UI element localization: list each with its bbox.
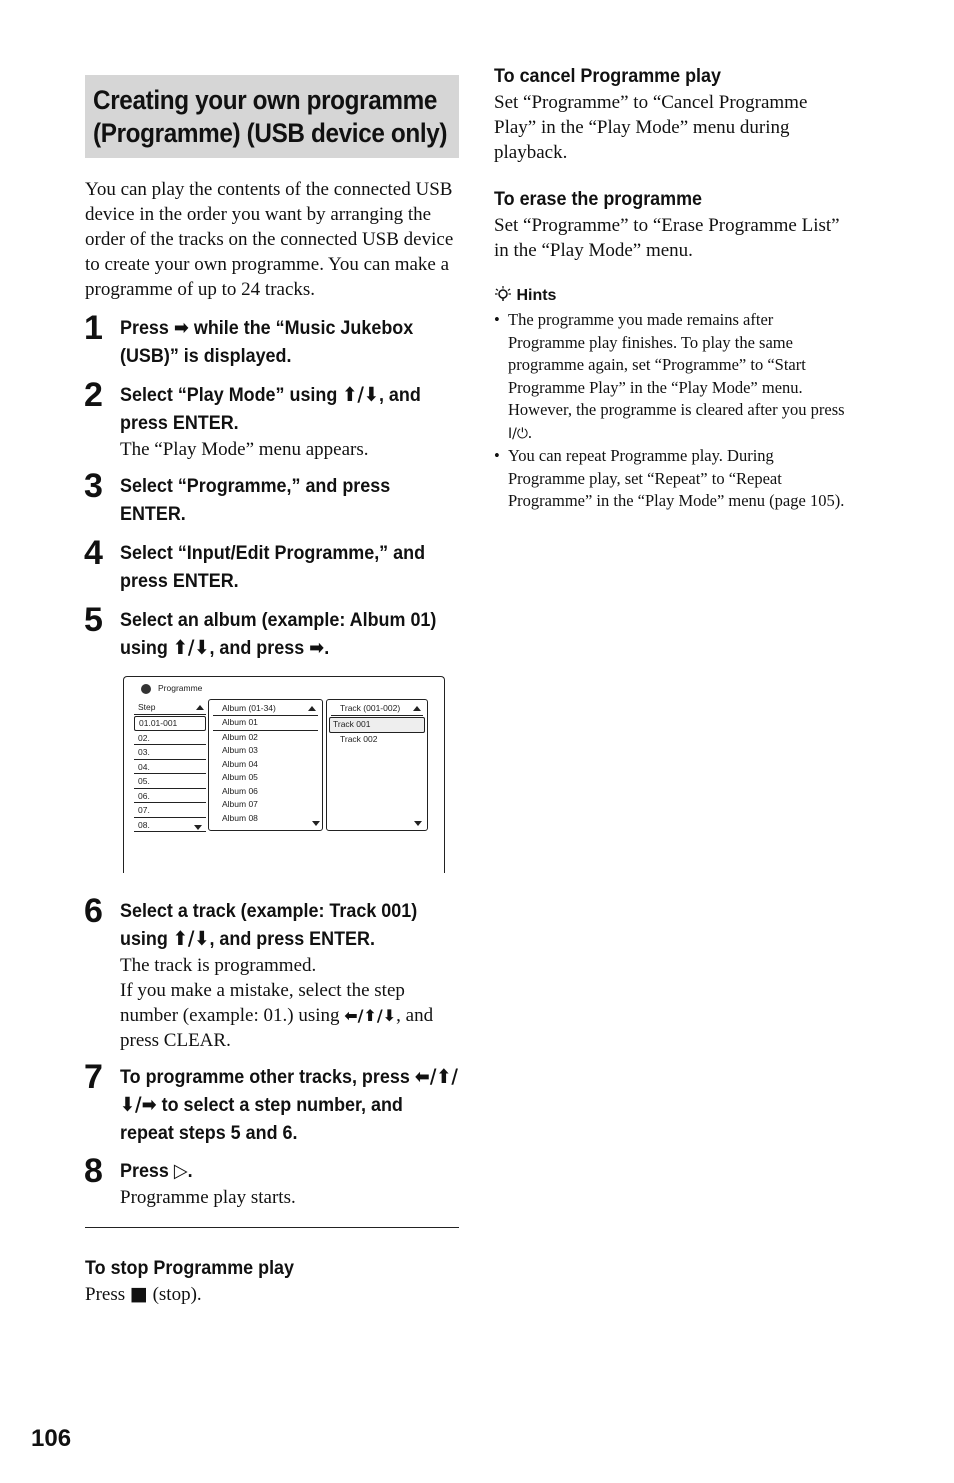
- step-number: 6: [84, 892, 103, 930]
- left-column: [85, 75, 459, 1307]
- scroll-up-icon: [413, 706, 421, 711]
- step-row[interactable]: 03.: [134, 746, 206, 760]
- step-number: 3: [84, 467, 103, 505]
- stop-text: Press ■ (stop).: [85, 1283, 202, 1305]
- step-number: 7: [84, 1058, 103, 1096]
- disc-icon: [141, 684, 151, 694]
- step-instruction: Select an album (example: Album 01) using ⬆/⬇, and press ➡.: [120, 609, 437, 659]
- step-row[interactable]: 05.: [134, 775, 206, 789]
- step-note: If you make a mistake, select the step number (example: 01.) using ⬅/⬆/⬇, and press CLEAR.: [120, 980, 434, 1051]
- album-row[interactable]: Album 01: [213, 716, 318, 731]
- album-list-header: Album (01-34): [213, 702, 318, 716]
- step-1: [84, 309, 459, 370]
- hint-item: • The programme you made remains after Programme play finishes. To play the same programme again, set “Programme” to “Start Programme Play” in the “Play Mode” menu. However, the programme is cleared after you press I/⏻.: [494, 309, 854, 445]
- direction-arrows-icon: ⬅/⬆/⬇/➡: [120, 1065, 458, 1116]
- cancel-heading: To cancel Programme play: [494, 65, 721, 87]
- erase-heading: To erase the programme: [494, 188, 703, 210]
- scroll-down-icon: [194, 825, 202, 830]
- step-instruction: Press ▷.: [120, 1159, 193, 1182]
- scroll-down-icon: [312, 821, 320, 826]
- scroll-up-icon: [308, 706, 316, 711]
- step-7: [84, 1058, 459, 1147]
- step-result: The track is programmed.: [120, 955, 317, 976]
- page-number: 106: [31, 1425, 72, 1452]
- step-3: [84, 467, 459, 528]
- up-down-arrow-icon: ⬆/⬇: [172, 927, 210, 950]
- step-instruction: To programme other tracks, press ⬅/⬆/⬇/➡ to select a step number, and repeat steps 5 and 6.: [120, 1065, 458, 1144]
- step-instruction: Select “Play Mode” using ⬆/⬇, and press ENTER.: [120, 383, 421, 434]
- track-row[interactable]: Track 001: [329, 717, 425, 733]
- track-row[interactable]: Track 002: [340, 733, 378, 744]
- album-row[interactable]: Album 03: [222, 745, 258, 755]
- hints-heading: Hints: [494, 285, 854, 307]
- step-2: [84, 376, 459, 462]
- section-title: Creating your own programme (Programme) (USB device only): [93, 85, 448, 148]
- power-icon: I/⏻: [508, 425, 528, 442]
- step-instruction: Select a track (example: Track 001) using ⬆/⬇, and press ENTER.: [120, 900, 418, 950]
- step-row[interactable]: 08.: [134, 819, 206, 833]
- play-icon: ▷: [173, 1159, 188, 1182]
- right-arrow-icon: ➡: [309, 636, 325, 659]
- divider: [85, 1227, 459, 1228]
- album-row[interactable]: Album 04: [222, 758, 258, 769]
- step-instruction: Press ➡ while the “Music Jukebox (USB)” is displayed.: [120, 316, 414, 367]
- intro-paragraph: You can play the contents of the connected USB device in the order you want by arranging the order of the tracks on the connected USB device to create your own programme. You can make a programme of up to 24 tracks.: [85, 179, 454, 300]
- left-up-down-arrow-icon: ⬅/⬆/⬇: [344, 1006, 397, 1025]
- hints-list: [494, 309, 854, 513]
- lightbulb-icon: [494, 286, 512, 302]
- erase-section: [494, 185, 854, 263]
- screen-title: Programme: [158, 683, 203, 693]
- step-row[interactable]: 07.: [134, 804, 206, 818]
- step-instruction: Select “Input/Edit Programme,” and press ENTER.: [120, 542, 426, 592]
- stop-icon: ■: [129, 1283, 148, 1305]
- step-list-header: Step: [134, 701, 206, 715]
- scroll-down-icon: [414, 821, 422, 826]
- step-row[interactable]: 06.: [134, 790, 206, 804]
- step-8: [84, 1152, 459, 1210]
- stop-section: [85, 1254, 459, 1307]
- album-row[interactable]: Album 08: [222, 812, 258, 823]
- right-arrow-icon: ➡: [173, 316, 189, 339]
- erase-text: Set “Programme” to “Erase Programme List” in the “Play Mode” menu.: [494, 215, 840, 261]
- step-4: [84, 534, 459, 595]
- scroll-up-icon: [196, 705, 204, 710]
- step-number: 1: [84, 309, 103, 347]
- step-number: 2: [84, 376, 103, 414]
- right-column: [494, 62, 854, 513]
- album-row[interactable]: Album 05: [222, 772, 258, 782]
- step-list: [134, 701, 206, 832]
- album-list: [208, 699, 323, 831]
- cancel-section: [494, 62, 854, 165]
- step-6: [84, 892, 459, 1053]
- album-row[interactable]: Album 06: [222, 785, 258, 796]
- up-down-arrow-icon: ⬆/⬇: [172, 636, 210, 659]
- step-row[interactable]: 01.01-001: [134, 716, 206, 731]
- step-number: 4: [84, 534, 103, 572]
- step-row[interactable]: 02.: [134, 732, 206, 746]
- cancel-text: Set “Programme” to “Cancel Programme Play” in the “Play Mode” menu during playback.: [494, 92, 808, 163]
- up-down-arrow-icon: ⬆/⬇: [342, 383, 379, 406]
- album-row[interactable]: Album 02: [222, 731, 258, 742]
- track-list: [326, 699, 428, 831]
- step-row[interactable]: 04.: [134, 761, 206, 775]
- stop-heading: To stop Programme play: [85, 1257, 295, 1279]
- programme-screen-figure: [123, 676, 445, 873]
- step-instruction: Select “Programme,” and press ENTER.: [120, 475, 391, 525]
- hint-item: • You can repeat Programme play. During Programme play, set “Repeat” to “Repeat Programme” in the “Play Mode” menu (page 105).: [494, 445, 854, 513]
- step-number: 8: [84, 1152, 103, 1190]
- hints-section: [494, 285, 854, 513]
- step-result: The “Play Mode” menu appears.: [120, 439, 369, 460]
- step-result: Programme play starts.: [120, 1187, 296, 1208]
- album-row[interactable]: Album 07: [222, 799, 258, 809]
- track-list-header: Track (001-002): [331, 702, 423, 716]
- section-title-box: [85, 75, 459, 158]
- step-5: [84, 601, 459, 662]
- step-number: 5: [84, 601, 103, 639]
